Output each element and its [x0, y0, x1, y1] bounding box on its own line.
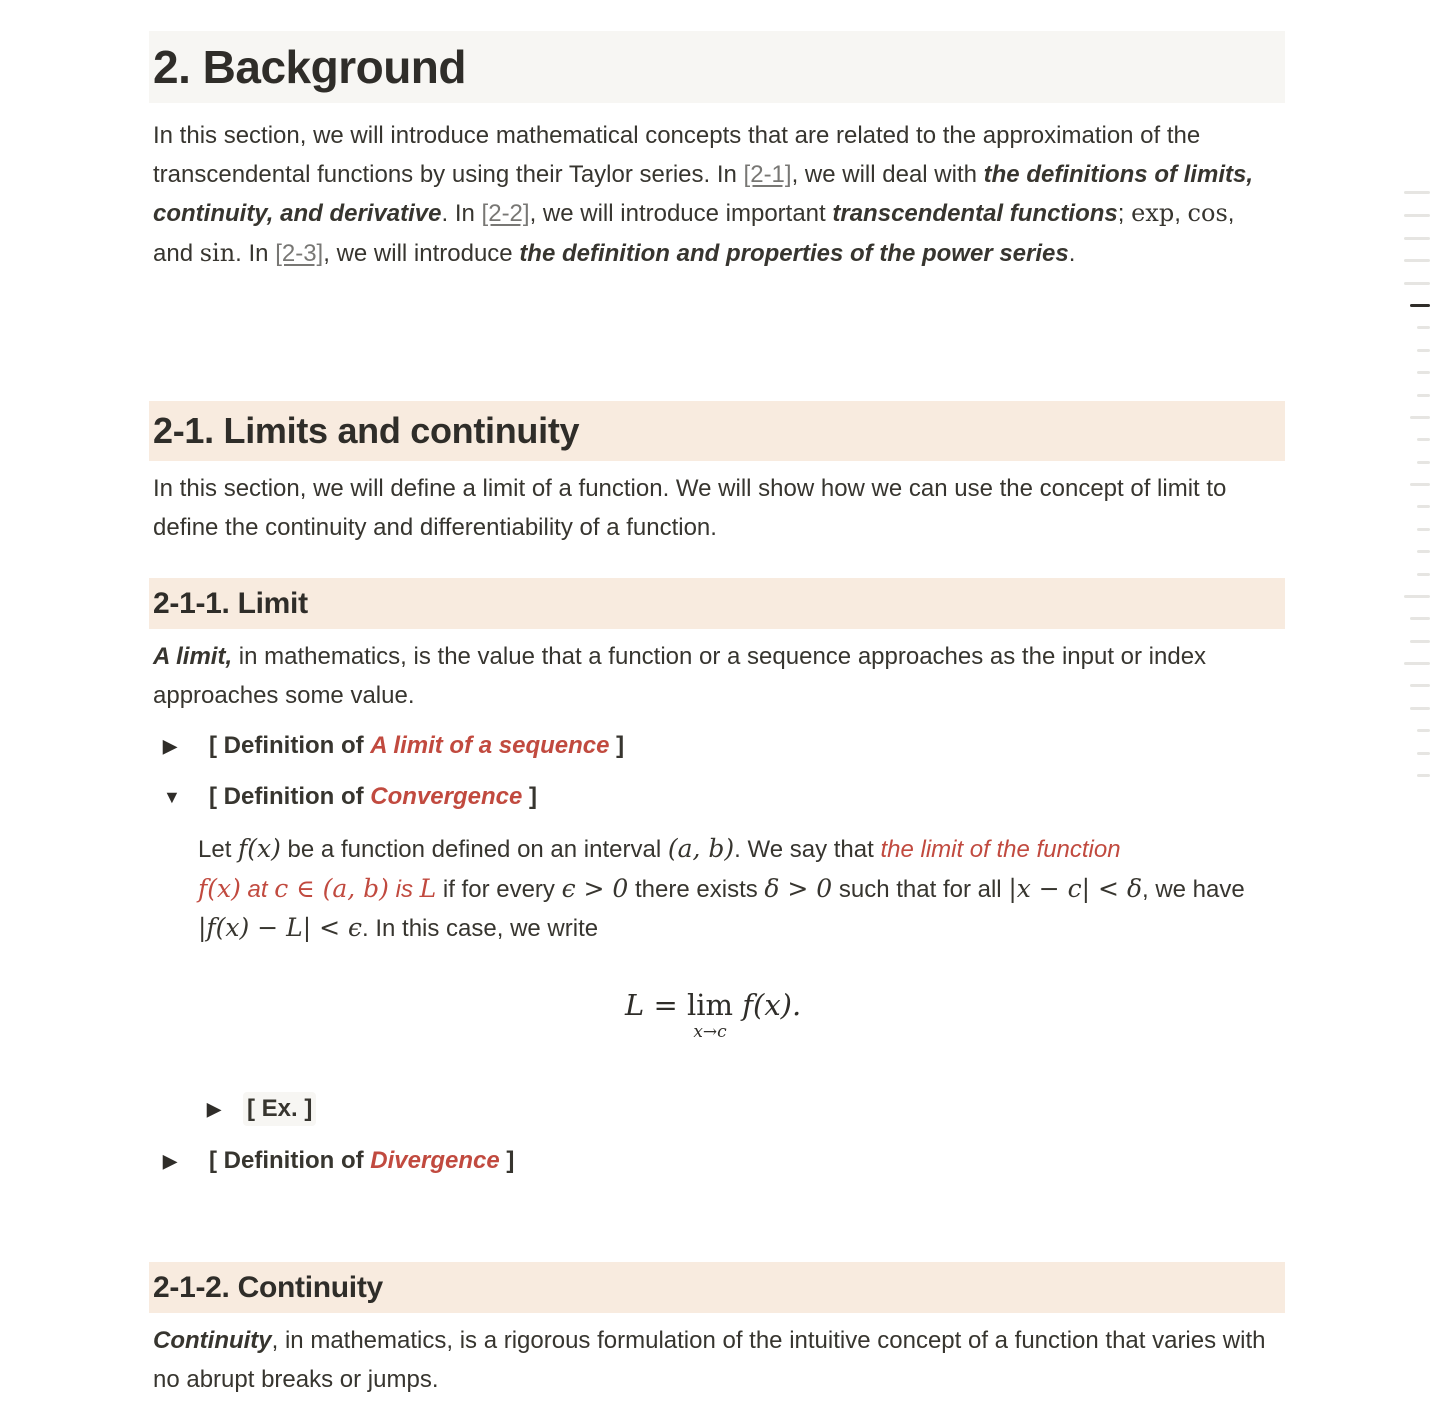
limit-equation: L = lim x→c f(x). [625, 988, 802, 1042]
toc-entry-26[interactable] [1417, 774, 1430, 777]
toc-entry-6[interactable] [1417, 326, 1430, 329]
toc-entry-4[interactable] [1404, 282, 1430, 285]
background-intro-paragraph: In this section, we will introduce mathematical concepts that are related to the approximation of the transcendental functions by using their Taylor series. In [2-1], we will deal with the definitions of limits, continuity, and derivative. In [2-2], we will introduce important transcendental functions; exp, cos, and sin. In [2-3], we will introduce the definition and properties of the power series. [153, 122, 1253, 267]
heading-limits-and-continuity: 2-1. Limits and continuity [149, 401, 1285, 461]
toc-entry-10[interactable] [1410, 416, 1430, 419]
math-sin: sin [199, 238, 236, 267]
toc-entry-11[interactable] [1417, 438, 1430, 441]
toc-entry-17[interactable] [1417, 573, 1430, 576]
limit-description: A limit, in mathematics, is the value that a function or a sequence approaches as the input or index approaches some value. [153, 643, 1207, 709]
toggle-limit-of-sequence[interactable]: ▶ [ Definition of A limit of a sequence ] [163, 729, 624, 763]
toc-entry-22[interactable] [1410, 684, 1430, 687]
toc-entry-18[interactable] [1404, 595, 1430, 598]
toc-entry-19[interactable] [1410, 617, 1430, 620]
link-2-2[interactable]: [2-2] [481, 200, 530, 227]
triangle-right-icon[interactable]: ▶ [163, 1151, 177, 1171]
heading-background: 2. Background [149, 31, 1285, 103]
toc-entry-16[interactable] [1417, 550, 1430, 553]
triangle-right-icon[interactable]: ▶ [163, 736, 177, 756]
math-exp: exp [1131, 199, 1175, 227]
toc-entry-23[interactable] [1410, 707, 1430, 710]
toc-entry-5[interactable] [1410, 304, 1430, 307]
toc-entry-21[interactable] [1404, 662, 1430, 665]
toc-entry-3[interactable] [1404, 259, 1430, 262]
convergence-definition-body: Let f(x) be a function defined on an interval (a, b). We say that the limit of the function f(x) at c ∈ (a, b) is L if for every ϵ > 0 there exists δ > 0 such that for all |x − c| < δ, we have |f(x) − L| < ϵ. In this case, we write [198, 834, 1245, 942]
math-cos: cos [1187, 199, 1228, 227]
heading-limit: 2-1-1. Limit [149, 578, 1285, 629]
toc-entry-15[interactable] [1417, 528, 1430, 531]
toc-entry-12[interactable] [1417, 461, 1430, 464]
triangle-down-icon[interactable]: ▼ [163, 787, 181, 807]
toc-entry-2[interactable] [1404, 237, 1430, 240]
toc-entry-13[interactable] [1410, 483, 1430, 486]
toc-entry-25[interactable] [1417, 752, 1430, 755]
toc-entry-1[interactable] [1404, 214, 1430, 217]
toc-entry-14[interactable] [1417, 505, 1430, 508]
toc-entry-7[interactable] [1417, 349, 1430, 352]
toggle-divergence[interactable]: ▶ [ Definition of Divergence ] [163, 1144, 514, 1178]
limits-continuity-intro: In this section, we will define a limit of a function. We will show how we can use the concept of limit to define the continuity and differentiability of a function. [153, 475, 1227, 541]
toc-entry-24[interactable] [1417, 729, 1430, 732]
toggle-convergence[interactable]: ▼ [ Definition of Convergence ] [163, 780, 537, 814]
toc-entry-0[interactable] [1404, 191, 1430, 194]
toggle-example[interactable]: ▶ [ Ex. ] [207, 1092, 316, 1126]
link-2-3[interactable]: [2-3] [275, 239, 324, 267]
heading-continuity: 2-1-2. Continuity [149, 1262, 1285, 1313]
toc-entry-8[interactable] [1417, 371, 1430, 374]
continuity-description: Continuity, in mathematics, is a rigorous formulation of the intuitive concept of a function that varies with no abrupt breaks or jumps. [153, 1327, 1266, 1393]
table-of-contents-minimap[interactable] [1400, 0, 1444, 800]
triangle-right-icon[interactable]: ▶ [207, 1099, 221, 1119]
toc-entry-20[interactable] [1410, 640, 1430, 643]
link-2-1[interactable]: [2-1] [743, 160, 792, 188]
toc-entry-9[interactable] [1417, 394, 1430, 397]
